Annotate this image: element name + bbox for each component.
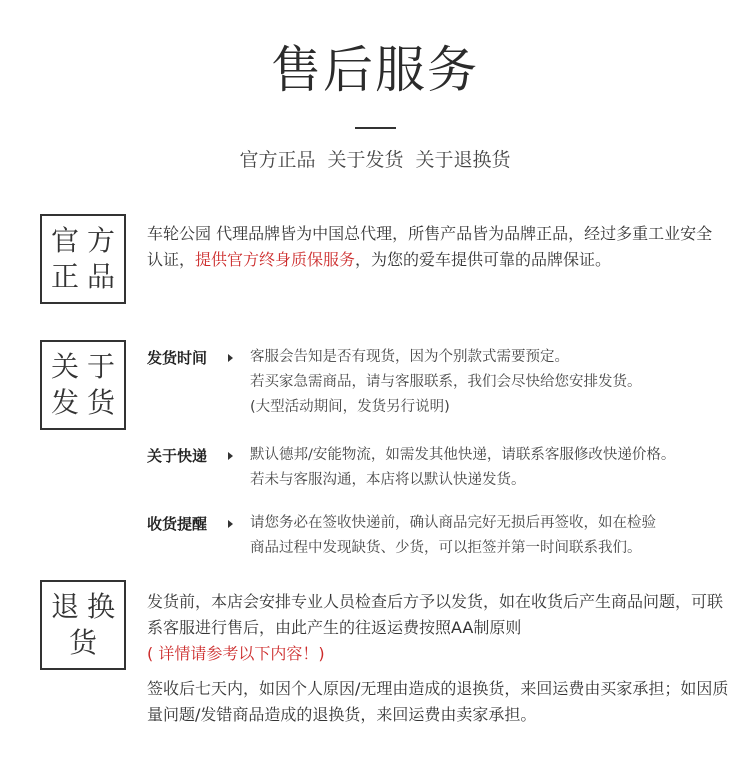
- triangle-right-icon: [228, 354, 233, 362]
- detail-line: 若买家急需商品，请与客服联系，我们会尽快给您安排发货。: [250, 374, 642, 390]
- page-title: 售后服务: [271, 41, 479, 99]
- detail-line: 若未与客服沟通，本店将以默认快递发货。: [250, 472, 526, 488]
- receipt-reminder-detail: [250, 511, 745, 561]
- detail-line: 请您务必在签收快递前，确认商品完好无损后再签收，如在检验: [250, 515, 656, 531]
- returns-text-1: [147, 589, 737, 667]
- box-line: 关于: [50, 350, 123, 383]
- returns-box: [40, 580, 126, 670]
- detail-line: 默认德邦/安能物流，如需发其他快递，请联系客服修改快递价格。: [250, 447, 676, 463]
- shipping-time-label: 发货时间: [147, 349, 208, 367]
- official-text-start: 车轮公园 代理品牌皆为中国总代理，所售产品皆为品牌正品，经过多重工业安全认证，: [147, 224, 713, 269]
- page-subtitle: 官方正品 关于发货 关于退换货: [239, 149, 511, 171]
- box-line: 货: [68, 626, 105, 659]
- box-line: 官方: [50, 224, 123, 257]
- box-line: 退换: [50, 590, 123, 623]
- shipping-time-detail: [250, 345, 745, 420]
- shipping-box: [40, 340, 126, 430]
- receipt-reminder-label: 收货提醒: [147, 515, 208, 533]
- box-line: 正品: [50, 260, 123, 293]
- title-divider: [355, 127, 396, 129]
- official-genuine-text: [147, 221, 727, 273]
- official-text-end: ，为您的爱车提供可靠的品牌保证。: [355, 250, 612, 269]
- box-line: 发货: [50, 386, 123, 419]
- returns-note: ( 详情请参考以下内容！): [147, 644, 325, 663]
- courier-label: 关于快递: [147, 447, 208, 465]
- detail-line: 商品过程中发现缺货、少货，可以拒签并第一时间联系我们。: [250, 540, 642, 556]
- triangle-right-icon: [228, 520, 233, 528]
- official-genuine-box: [40, 214, 126, 304]
- detail-line: 客服会告知是否有现货，因为个别款式需要预定。: [250, 349, 569, 365]
- triangle-right-icon: [228, 452, 233, 460]
- returns-text-2: 签收后七天内，如因个人原因/无理由造成的退换货，来回运费由买家承担；如因质量问题/发错商品造成的退换货，来回运费由卖家承担。: [147, 679, 729, 724]
- detail-line: (大型活动期间，发货另行说明): [250, 399, 450, 415]
- courier-detail: [250, 443, 745, 493]
- official-text-highlight: 提供官方终身质保服务: [195, 250, 356, 269]
- returns-policy: 发货前，本店会安排专业人员检查后方予以发货，如在收货后产生商品问题，可联系客服进行售后，由此产生的往返运费按照AA制原则: [147, 592, 724, 637]
